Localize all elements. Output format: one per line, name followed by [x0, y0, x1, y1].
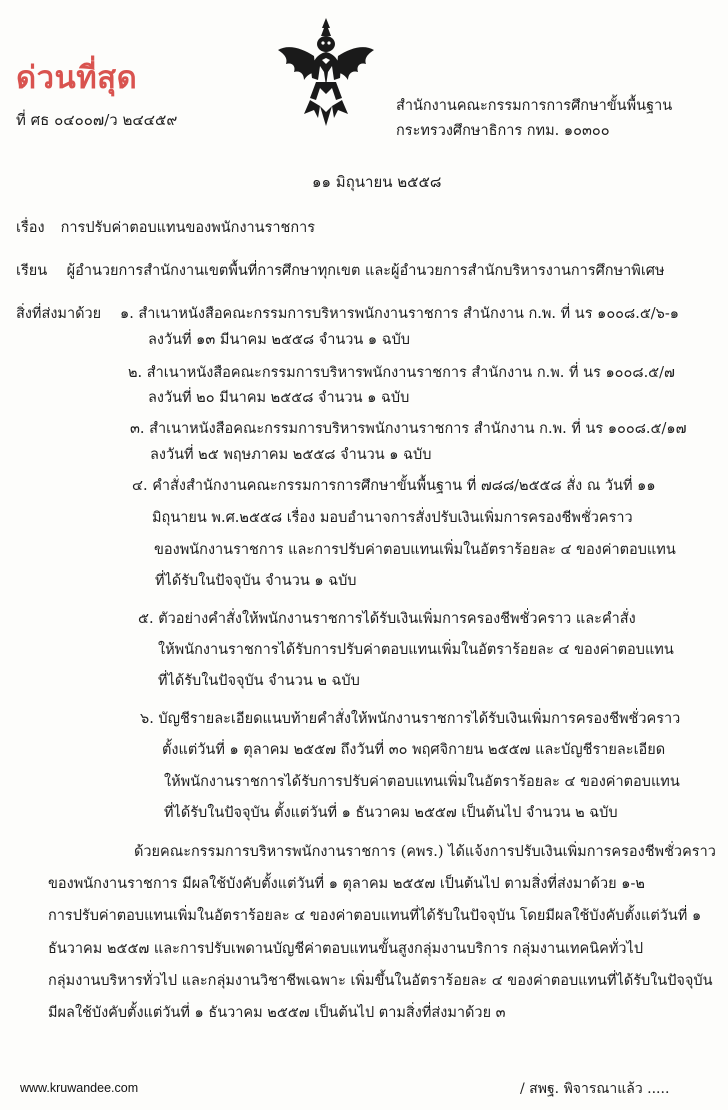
- body-line: ของพนักงานราชการ มีผลใช้บังคับตั้งแต่วันที่ ๑ ตุลาคม ๒๕๕๗ เป็นต้นไป ตามสิ่งที่ส่งมาด้วย ๑-๒: [48, 876, 645, 892]
- enclosure-line: ๔. คำสั่งสำนักงานคณะกรรมการการศึกษาขั้นพื้นฐาน ที่ ๗๘๘/๒๕๕๘ สั่ง ณ วันที่ ๑๑: [132, 478, 656, 494]
- enclosure-line: ลงวันที่ ๒๕ พฤษภาคม ๒๕๕๘ จำนวน ๑ ฉบับ: [150, 447, 432, 463]
- enclosures-label: สิ่งที่ส่งมาด้วย: [16, 306, 102, 322]
- body-line: การปรับค่าตอบแทนเพิ่มในอัตราร้อยละ ๔ ของค่าตอบแทนที่ได้รับในปัจจุบัน โดยมีผลใช้บังคับตั้งแต่วันที่ ๑: [48, 908, 702, 924]
- issuing-organization: [396, 94, 672, 144]
- organization-name: สำนักงานคณะกรรมการการศึกษาขั้นพื้นฐาน: [396, 98, 673, 114]
- urgent-stamp: ด่วนที่สุด: [16, 60, 138, 96]
- website-watermark: www.kruwandee.com: [20, 1081, 139, 1095]
- garuda-emblem-icon: [276, 14, 376, 132]
- subject-label: เรื่อง: [16, 220, 45, 236]
- enclosure-line: มิถุนายน พ.ศ.๒๕๕๘ เรื่อง มอบอำนาจการสั่งปรับเงินเพิ่มการครองชีพชั่วคราว: [152, 510, 633, 526]
- enclosure-line: ๕. ตัวอย่างคำสั่งให้พนักงานราชการได้รับเงินเพิ่มการครองชีพชั่วคราว และคำสั่ง: [138, 611, 636, 627]
- body-line: ด้วยคณะกรรมการบริหารพนักงานราชการ (คพร.) ได้แจ้งการปรับเงินเพิ่มการครองชีพชั่วคราว: [134, 844, 716, 860]
- recipient-line: [16, 259, 665, 282]
- enclosure-line: ลงวันที่ ๑๓ มีนาคม ๒๕๕๘ จำนวน ๑ ฉบับ: [148, 332, 411, 348]
- enclosure-line: ๑. สำเนาหนังสือคณะกรรมการบริหารพนักงานราชการ สำนักงาน ก.พ. ที่ นร ๑๐๐๘.๕/๖-๑: [120, 306, 679, 322]
- body-line: ธันวาคม ๒๕๕๗ และการปรับเพดานบัญชีค่าตอบแทนขั้นสูงกลุ่มงานบริการ กลุ่มงานเทคนิคทั่วไป: [48, 941, 644, 957]
- enclosure-line: ๖. บัญชีรายละเอียดแนบท้ายคำสั่งให้พนักงานราชการได้รับเงินเพิ่มการครองชีพชั่วคราว: [140, 711, 681, 727]
- enclosure-line: ให้พนักงานราชการได้รับการปรับค่าตอบแทนเพิ่มในอัตราร้อยละ ๔ ของค่าตอบแทน: [158, 642, 674, 658]
- enclosure-line: ที่ได้รับในปัจจุบัน ตั้งแต่วันที่ ๑ ธันวาคม ๒๕๕๗ เป็นต้นไป จำนวน ๒ ฉบับ: [164, 805, 618, 821]
- enclosure-line: ของพนักงานราชการ และการปรับค่าตอบแทนเพิ่มในอัตราร้อยละ ๔ ของค่าตอบแทน: [154, 542, 676, 558]
- continuation-text: / สพฐ. พิจารณาแล้ว .....: [520, 1081, 670, 1097]
- document-date: ๑๑ มิถุนายน ๒๕๕๘: [312, 173, 442, 191]
- enclosure-line: ที่ได้รับในปัจจุบัน จำนวน ๑ ฉบับ: [155, 573, 357, 589]
- body-line: มีผลใช้บังคับตั้งแต่วันที่ ๑ ธันวาคม ๒๕๕๗ เป็นต้นไป ตามสิ่งที่ส่งมาด้วย ๓: [48, 1005, 506, 1021]
- enclosure-line: ๓. สำเนาหนังสือคณะกรรมการบริหารพนักงานราชการ สำนักงาน ก.พ. ที่ นร ๑๐๐๘.๕/๑๗: [130, 421, 687, 437]
- enclosure-line: ลงวันที่ ๒๐ มีนาคม ๒๕๕๘ จำนวน ๑ ฉบับ: [148, 390, 410, 406]
- enclosure-line: ให้พนักงานราชการได้รับการปรับค่าตอบแทนเพิ่มในอัตราร้อยละ ๔ ของค่าตอบแทน: [164, 774, 680, 790]
- recipient-label: เรียน: [16, 263, 48, 279]
- enclosure-line: ๒. สำเนาหนังสือคณะกรรมการบริหารพนักงานราชการ สำนักงาน ก.พ. ที่ นร ๑๐๐๘.๕/๗: [128, 365, 675, 381]
- enclosure-line: ที่ได้รับในปัจจุบัน จำนวน ๒ ฉบับ: [158, 673, 360, 689]
- organization-address: กระทรวงศึกษาธิการ กทม. ๑๐๓๐๐: [396, 123, 610, 139]
- subject-line: [16, 216, 315, 239]
- reference-number: ที่ ศธ ๐๔๐๐๗/ว ๒๔๔๕๙: [16, 111, 178, 129]
- body-line: กลุ่มงานบริหารทั่วไป และกลุ่มงานวิชาชีพเฉพาะ เพิ่มขึ้นในอัตราร้อยละ ๔ ของค่าตอบแทนที่ได้รับในปัจจุบัน: [48, 973, 713, 989]
- subject-text: การปรับค่าตอบแทนของพนักงานราชการ: [60, 220, 316, 236]
- enclosure-line: ตั้งแต่วันที่ ๑ ตุลาคม ๒๕๕๗ ถึงวันที่ ๓๐ พฤศจิกายน ๒๕๕๗ และบัญชีรายละเอียด: [162, 742, 666, 758]
- recipient-text: ผู้อำนวยการสำนักงานเขตพื้นที่การศึกษาทุกเขต และผู้อำนวยการสำนักบริหารงานการศึกษาพิเศษ: [66, 263, 665, 279]
